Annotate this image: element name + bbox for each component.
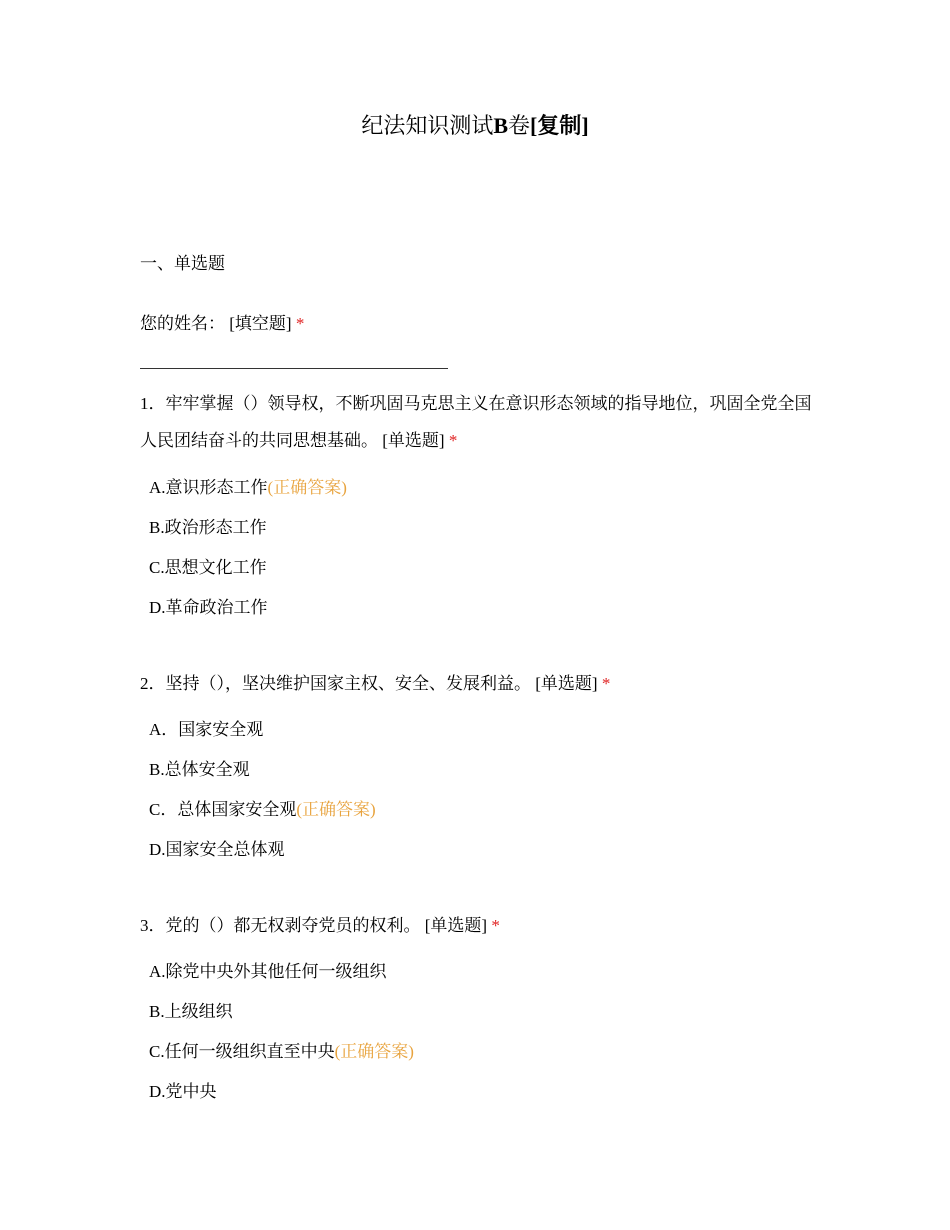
option-1d[interactable] [149, 594, 268, 622]
section-heading: 一、单选题 [140, 254, 225, 273]
question-number: 1． [140, 394, 166, 413]
option-text: D.党中央 [149, 1082, 217, 1101]
name-question-label: 您的姓名： [140, 314, 225, 333]
question-number: 2． [140, 674, 166, 693]
option-text: B.总体安全观 [149, 760, 250, 779]
question-2 [140, 670, 610, 698]
option-2b[interactable] [149, 756, 250, 784]
correct-answer-marker: (正确答案) [334, 1042, 414, 1061]
question-type: [单选题] [535, 674, 598, 693]
option-1c[interactable] [149, 554, 267, 582]
name-question [140, 310, 304, 338]
question-3 [140, 912, 500, 940]
required-mark: * [295, 314, 305, 333]
question-type: [填空题] [229, 314, 292, 333]
option-1a[interactable] [149, 474, 347, 502]
required-mark: * [601, 674, 611, 693]
option-text: A．国家安全观 [149, 720, 264, 739]
question-type: [单选题] [424, 916, 488, 935]
required-mark: * [448, 431, 458, 450]
option-text: D.革命政治工作 [149, 598, 268, 617]
option-2a[interactable] [149, 716, 263, 744]
title-text: 纪法知识测试 [361, 113, 494, 138]
option-text: D.国家安全总体观 [149, 840, 285, 859]
option-text: A.意识形态工作 [149, 478, 268, 497]
option-3d[interactable] [149, 1078, 217, 1106]
question-1 [140, 385, 820, 459]
correct-answer-marker: (正确答案) [267, 478, 347, 497]
option-text: C．总体国家安全观 [149, 800, 297, 819]
question-text: 牢牢掌握（）领导权，不断巩固马克思主义在意识形态领域的指导地位，巩固全党全国人民团结奋斗的共同思想基础。 [140, 394, 812, 450]
question-text: 坚持（），坚决维护国家主权、安全、发展利益。 [165, 674, 531, 693]
title-suffix: 卷 [508, 113, 531, 138]
title-copy-tag: [复制] [530, 113, 589, 138]
question-type: [单选题] [382, 431, 445, 450]
question-text: 党的（）都无权剥夺党员的权利。 [165, 916, 421, 935]
option-3a[interactable] [149, 958, 387, 986]
option-2d[interactable] [149, 836, 285, 864]
option-text: C.任何一级组织直至中央 [149, 1042, 335, 1061]
option-1b[interactable] [149, 514, 267, 542]
option-2c[interactable] [149, 796, 376, 824]
option-text: B.上级组织 [149, 1002, 233, 1021]
question-number: 3． [140, 916, 166, 935]
page-title [0, 110, 950, 142]
required-mark: * [491, 916, 500, 935]
option-text: C.思想文化工作 [149, 558, 267, 577]
option-text: B.政治形态工作 [149, 518, 267, 537]
option-3b[interactable] [149, 998, 233, 1026]
option-text: A.除党中央外其他任何一级组织 [149, 962, 387, 981]
option-3c[interactable] [149, 1038, 414, 1066]
name-input-line[interactable] [140, 368, 448, 369]
correct-answer-marker: (正确答案) [296, 800, 376, 819]
title-version-letter: B [493, 113, 509, 138]
